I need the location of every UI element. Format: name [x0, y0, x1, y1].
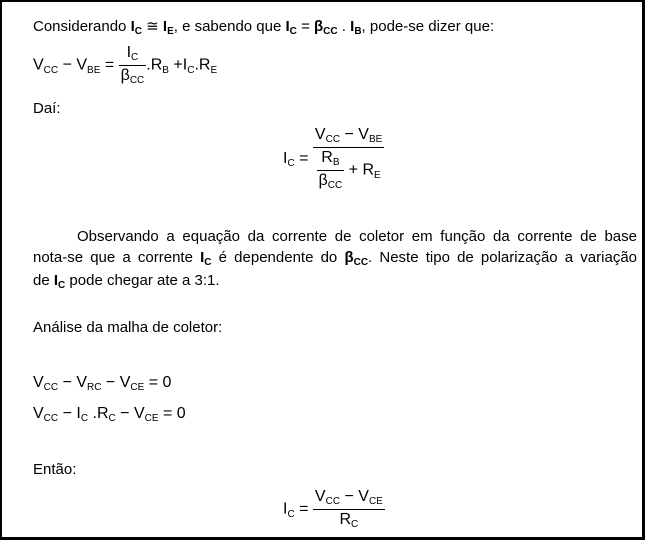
intro-line: [33, 18, 494, 38]
rb-sub: B: [162, 64, 169, 76]
plus-sign: +: [168, 56, 183, 74]
approx-symbol: ≅: [141, 18, 163, 35]
equation-4: [33, 405, 186, 425]
beta-symbol: β: [318, 172, 328, 189]
num-vcc-sub: CC: [325, 134, 341, 145]
intro-text-3: , pode-se dizer que:: [361, 18, 495, 35]
paragraph: [33, 228, 637, 292]
vce-v: V: [119, 374, 131, 391]
dai-label: Daí:: [33, 100, 61, 117]
paragraph-text-2c: . Neste tipo de polarização a variação: [368, 249, 637, 266]
frac-num-i: I: [126, 44, 132, 61]
vrc-sub: RC: [87, 382, 102, 393]
plus-sign: +: [344, 161, 363, 179]
equation-1: [33, 44, 217, 87]
ic-over-beta-fraction: [119, 44, 147, 87]
frac-den-beta: β: [120, 67, 130, 84]
vbe-sub: BE: [87, 64, 101, 76]
main-fraction: [313, 126, 384, 192]
beta-symbol: β: [314, 18, 324, 35]
ic-subscript: C: [134, 26, 142, 37]
equals-sign: =: [296, 18, 315, 35]
equation-3: [33, 374, 171, 394]
paragraph-text-2a: nota-se que a corrente: [33, 249, 201, 266]
vcc-vce-over-rc-fraction: [313, 488, 385, 531]
den-rc-sub: C: [351, 519, 359, 530]
equals-zero: = 0: [158, 405, 186, 422]
dot: .: [88, 405, 97, 422]
paragraph-text-2b: é dependente do: [211, 249, 345, 266]
ic-subscript-2: C: [289, 26, 297, 37]
vcc-sub: CC: [43, 382, 59, 393]
equals-sign: =: [294, 500, 313, 518]
minus-sign: −: [58, 374, 77, 391]
num-vbe-sub: BE: [368, 134, 383, 145]
beta-symbol: β: [344, 249, 354, 266]
rc-r: R: [96, 405, 109, 422]
equation-2: [283, 126, 384, 192]
beta-sub: CC: [327, 180, 343, 191]
vbe-v: V: [76, 56, 88, 74]
ic-symbol: I: [53, 272, 59, 289]
ie-subscript: E: [167, 26, 174, 37]
minus-sign: −: [340, 126, 359, 143]
num-vce-sub: CE: [368, 496, 383, 507]
vcc-sub: CC: [43, 64, 59, 76]
vcc-v: V: [33, 374, 44, 391]
re-sub: E: [374, 169, 381, 181]
equals-zero: = 0: [144, 374, 172, 391]
analise-label: Análise da malha de coletor:: [33, 319, 223, 336]
re-sub: E: [210, 64, 218, 76]
ic-symbol-2: I: [285, 18, 290, 35]
frac-num-sub: C: [131, 52, 139, 63]
num-vbe-v: V: [358, 126, 369, 143]
re-r: R: [198, 56, 211, 74]
ic-i: I: [182, 56, 188, 74]
paragraph-text-1: Observando a equação da corrente de coletor em função da corrente de base: [77, 228, 637, 245]
vrc-v: V: [76, 374, 88, 391]
ic-subscript: C: [58, 280, 66, 291]
dot: .: [146, 56, 151, 74]
ie-symbol: I: [162, 18, 168, 35]
minus-sign: −: [58, 56, 77, 74]
ic-symbol: I: [200, 249, 205, 266]
minus-sign: −: [101, 374, 120, 391]
minus-sign: −: [340, 488, 359, 505]
ic-subscript: C: [204, 257, 212, 268]
re-r: R: [362, 161, 374, 179]
intro-text: Considerando: [33, 18, 131, 35]
paragraph-text-3b: pode chegar ate a 3:1.: [65, 272, 220, 289]
entao-label: Então:: [33, 461, 77, 478]
paragraph-line-3: [33, 272, 637, 292]
rc-sub: C: [108, 413, 116, 424]
num-vce-v: V: [358, 488, 369, 505]
ib-symbol: I: [350, 18, 355, 35]
rb-over-beta-fraction: [317, 149, 345, 192]
num-vcc-v: V: [314, 126, 326, 143]
ic-symbol: I: [130, 18, 135, 35]
vcc-v: V: [33, 56, 44, 74]
minus-sign: −: [115, 405, 134, 422]
num-vcc-sub: CC: [325, 496, 341, 507]
vce-sub: CE: [144, 413, 159, 424]
dot: .: [194, 56, 199, 74]
equals-sign: =: [294, 150, 313, 168]
beta-subscript: CC: [323, 26, 338, 37]
rb-r: R: [150, 56, 163, 74]
ib-subscript: B: [354, 26, 362, 37]
frac-den-sub: CC: [129, 75, 145, 86]
dot: .: [337, 18, 351, 35]
beta-subscript: CC: [353, 257, 369, 268]
vce-sub: CE: [130, 382, 145, 393]
ic-i: I: [283, 150, 288, 168]
equals-sign: =: [100, 56, 119, 74]
minus-sign: −: [58, 405, 77, 422]
den-rc-r: R: [339, 511, 352, 528]
rb-r: R: [321, 149, 333, 166]
ic-sub: C: [287, 158, 295, 170]
vce-v: V: [133, 405, 145, 422]
paragraph-line-2: [33, 249, 637, 269]
ic-i: I: [283, 500, 288, 518]
paragraph-text-3a: de: [33, 272, 54, 289]
ic-i: I: [76, 405, 81, 422]
equation-5: [283, 488, 385, 531]
paragraph-line-1: [33, 228, 637, 246]
intro-text-2: , e sabendo que: [173, 18, 286, 35]
vcc-sub: CC: [43, 413, 59, 424]
rb-sub: B: [332, 157, 340, 168]
ic-sub: C: [287, 508, 295, 520]
ic-sub: C: [80, 413, 89, 424]
vcc-v: V: [33, 405, 44, 422]
num-vcc-v: V: [314, 488, 326, 505]
ic-sub: C: [187, 64, 195, 76]
